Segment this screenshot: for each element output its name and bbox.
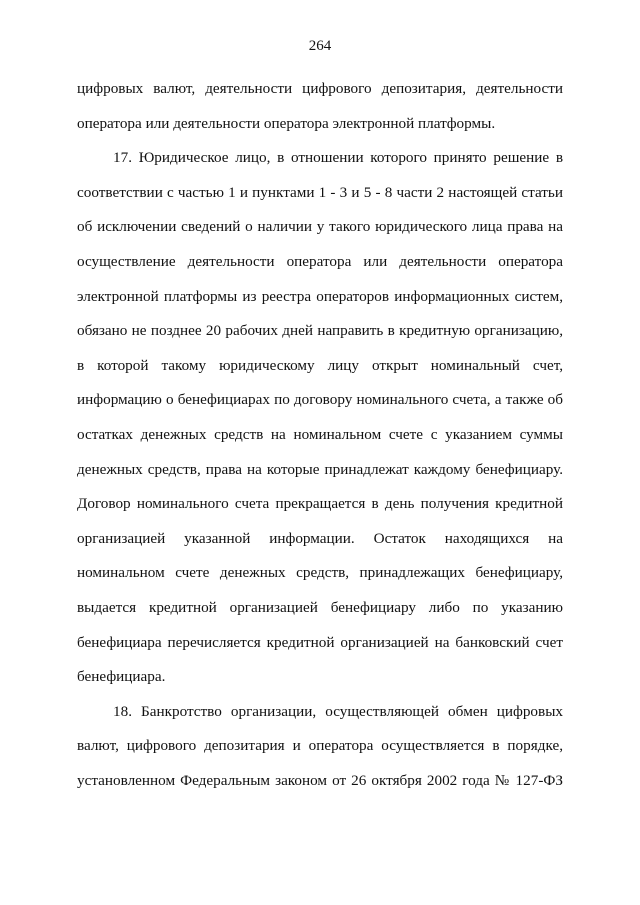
- text-line: организацией указанной информации. Остаток находящихся на: [77, 529, 563, 547]
- text-line: номинальном счете денежных средств, принадлежащих бенефициару,: [77, 564, 563, 582]
- text-line: остатках денежных средств на номинальном счете с указанием суммы: [77, 425, 563, 443]
- text-line: бенефициара.: [77, 668, 166, 686]
- text-line: валют, цифрового депозитария и оператора осуществляется в порядке,: [77, 737, 563, 755]
- body-text: [77, 72, 563, 798]
- text-line: в которой такому юридическому лицу открыт номинальный счет,: [77, 356, 563, 374]
- text-line: осуществление деятельности оператора или деятельности оператора: [77, 252, 563, 270]
- text-line: денежных средств, права на которые принадлежат каждому бенефициару.: [77, 460, 563, 478]
- text-line: 17. Юридическое лицо, в отношении которого принято решение в: [113, 149, 563, 167]
- text-line: оператора или деятельности оператора электронной платформы.: [77, 114, 496, 132]
- text-line: 18. Банкротство организации, осуществляющей обмен цифровых: [113, 702, 563, 720]
- text-line: информацию о бенефициарах по договору номинального счета, а также об: [77, 391, 563, 409]
- text-line: электронной платформы из реестра операторов информационных систем,: [77, 287, 563, 305]
- text-line: установленном Федеральным законом от 26 октября 2002 года № 127-ФЗ: [77, 771, 563, 789]
- text-line: соответствии с частью 1 и пунктами 1 - 3 и 5 - 8 части 2 настоящей статьи: [77, 183, 563, 201]
- text-line: цифровых валют, деятельности цифрового депозитария, деятельности: [77, 80, 563, 97]
- text-line: об исключении сведений о наличии у такого юридического лица права на: [77, 218, 563, 236]
- text-line: бенефициара перечисляется кредитной организацией на банковский счет: [77, 633, 563, 651]
- page-number: 264: [308, 38, 332, 54]
- text-line: Договор номинального счета прекращается в день получения кредитной: [77, 495, 563, 513]
- text-line: выдается кредитной организацией бенефициару либо по указанию: [77, 598, 563, 616]
- text-line: обязано не позднее 20 рабочих дней направить в кредитную организацию,: [77, 322, 563, 340]
